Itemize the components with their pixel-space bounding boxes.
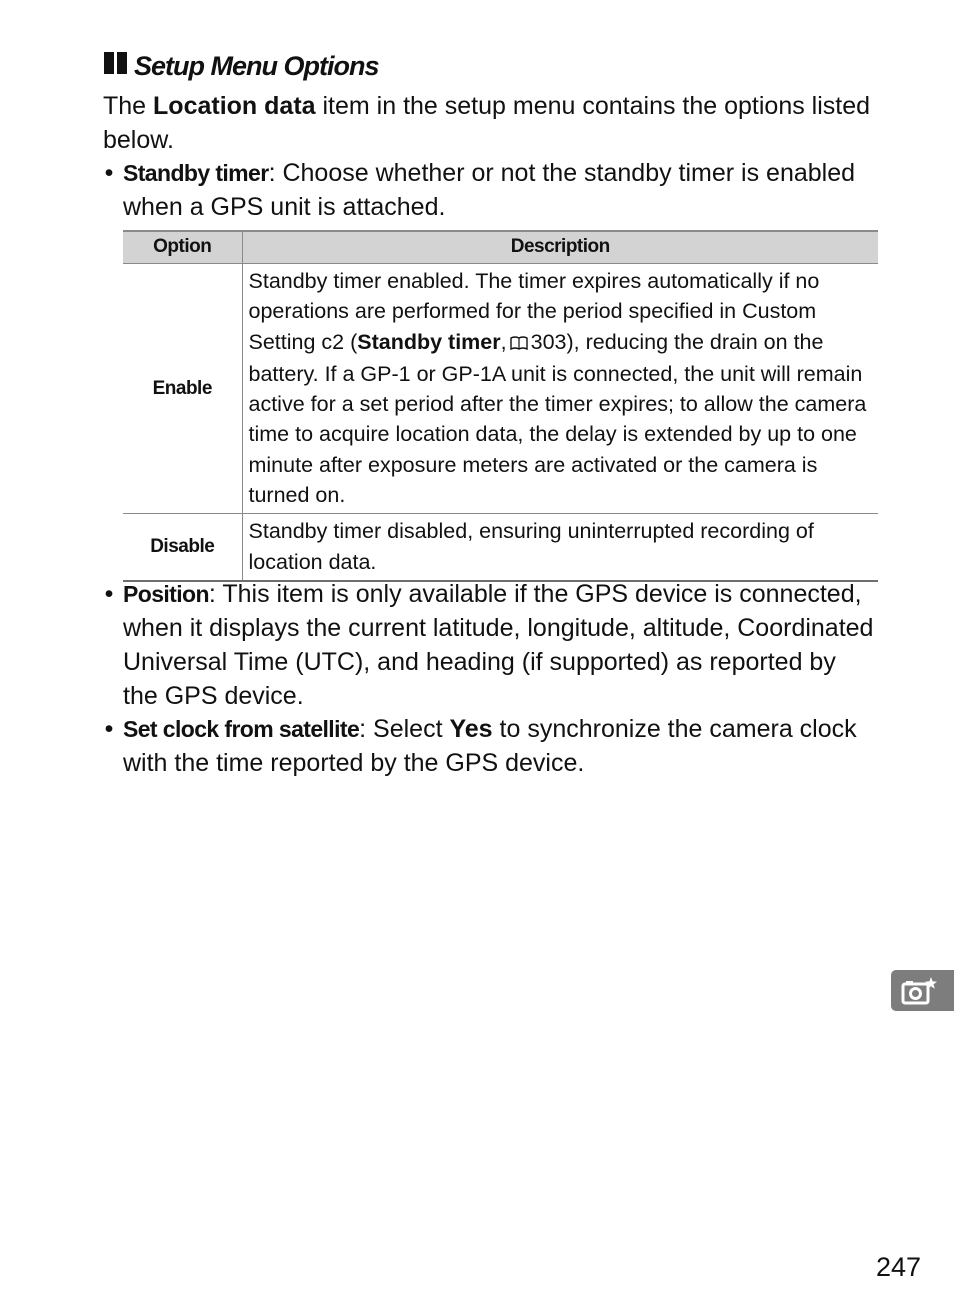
description-bold-term: Standby timer	[357, 329, 501, 354]
bullet-term: Position	[123, 581, 209, 607]
bullet-term: Standby timer	[123, 160, 269, 186]
page-reference: 303	[530, 329, 567, 354]
bullet-text: to synchronize the camera clock with the time reported by the GPS device.	[123, 715, 857, 777]
bullet-dot: •	[104, 580, 114, 608]
bullet-bold-value: Yes	[449, 715, 493, 743]
bullet-text: : This item is only available if the GPS device is connected, when it displays the current latitude, longitude, altitude, Coordinated Universal Time (UTC), and heading (if supported) as reported by the GPS device.	[123, 580, 874, 710]
intro-text-start: The	[103, 92, 154, 120]
option-description	[242, 264, 878, 514]
option-description: Standby timer disabled, ensuring uninterrupted recording of location data.	[242, 514, 878, 581]
intro-text-end: item in the setup menu contains the options listed below.	[103, 92, 871, 154]
bullet-standby-timer	[104, 156, 875, 224]
section-heading-text: Setup Menu Options	[134, 51, 379, 81]
header-option: Option	[123, 231, 242, 264]
setup-menu-tab	[891, 970, 954, 1011]
description-text: ), reducing the drain on the battery. If a GP-1 or GP-1A unit is connected, the unit will remain active for a set period after the timer expires; to allow the camera time to acquire location data, the delay is extended by up to one minute after exposure meters are activated or the camera is turned on.	[248, 329, 867, 508]
header-description: Description	[242, 231, 878, 264]
bullet-term: Set clock from satellite	[123, 716, 360, 742]
table-row	[123, 264, 878, 514]
option-name: Disable	[123, 514, 242, 581]
table-row	[123, 514, 878, 581]
bullet-set-clock	[104, 712, 875, 780]
option-name: Enable	[123, 264, 242, 514]
bullet-text: : Choose whether or not the standby timer is enabled when a GPS unit is attached.	[123, 159, 856, 221]
bullet-text: : Select	[359, 715, 450, 743]
intro-paragraph	[103, 89, 873, 157]
bullet-dot: •	[104, 159, 114, 187]
section-marker-icon	[104, 47, 130, 83]
description-text: ,	[500, 329, 507, 354]
bullet-dot: •	[104, 715, 114, 743]
page-number: 247	[876, 1252, 922, 1282]
camera-setup-icon	[900, 975, 940, 1007]
book-reference-icon	[509, 329, 529, 359]
section-heading	[104, 48, 379, 84]
options-table	[123, 230, 878, 582]
bullet-position	[104, 577, 875, 713]
intro-item-name: Location data	[153, 92, 316, 120]
description-text: Standby timer enabled. The timer expires automatically if no operations are performed for the period specified in Custom Setting c2 (	[248, 269, 820, 354]
table-header-row	[123, 231, 878, 264]
